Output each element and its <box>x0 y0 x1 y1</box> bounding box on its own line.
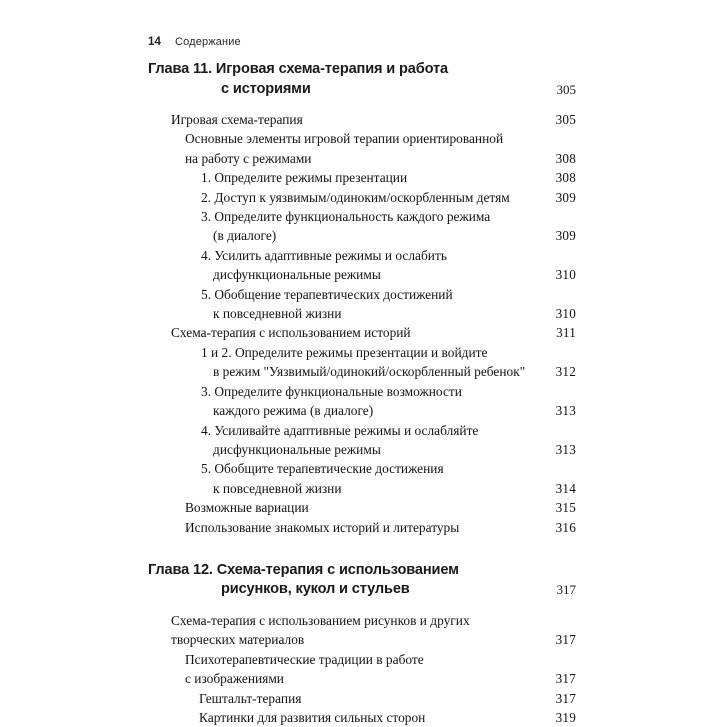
toc-entry-label: 5. Обобщение терапевтических достижений <box>201 286 453 302</box>
toc-entry-label: 1. Определите режимы презентации <box>201 170 408 186</box>
toc-entry[interactable] <box>148 226 576 245</box>
toc-entry[interactable] <box>148 459 576 478</box>
toc-entry[interactable] <box>148 149 576 168</box>
toc-entry-label: Игровая схема-терапия <box>171 112 303 127</box>
toc-entry-label: Схема-терапия с использованием рисунков и других <box>171 612 470 628</box>
toc-entry-label: Возможные вариации <box>185 500 309 516</box>
toc-entry[interactable] <box>148 498 576 517</box>
toc-entry[interactable] <box>148 518 576 537</box>
toc-entry-page-number: 305 <box>555 112 576 127</box>
toc-entry-list-chapter-12 <box>148 611 576 727</box>
toc-entry[interactable] <box>148 188 576 207</box>
chapter-heading-11-line1 <box>148 60 576 80</box>
toc-entry[interactable] <box>148 129 576 148</box>
toc-entry-label: на работу с режимами <box>185 150 312 166</box>
toc-entry-page-number: 310 <box>555 267 576 283</box>
toc-entry-page-number: 313 <box>555 403 576 419</box>
toc-entry-page-number: 308 <box>555 150 576 166</box>
toc-entry-page-number: 310 <box>555 306 576 322</box>
toc-entry[interactable] <box>148 421 576 440</box>
toc-entry-page-number: 317 <box>555 632 576 648</box>
toc-entry-page-number: 317 <box>555 690 576 706</box>
toc-entry-label: 4. Усилить адаптивные режимы и ослабить <box>201 247 447 263</box>
toc-entry[interactable] <box>148 382 576 401</box>
toc-entry-label: каждого режима (в диалоге) <box>213 403 374 419</box>
toc-entry-page-number: 313 <box>555 441 576 457</box>
toc-entry[interactable] <box>148 479 576 498</box>
toc-entry-page-number: 309 <box>555 228 576 244</box>
toc-entry[interactable] <box>148 265 576 284</box>
toc-entry-page-number: 316 <box>555 519 576 535</box>
page-folio-number: 14 <box>148 36 161 48</box>
toc-entry[interactable] <box>148 362 576 381</box>
toc-entry-page-number: 315 <box>555 500 576 516</box>
toc-entry-label: 3. Определите функциональность каждого режима <box>201 209 491 225</box>
chapter-heading-11-text1: Глава 11. Игровая схема-терапия и работа <box>148 61 448 77</box>
toc-entry[interactable] <box>148 401 576 420</box>
toc-entry[interactable] <box>148 689 576 708</box>
toc-entry-label: Основные элементы игровой терапии ориентированной <box>185 131 504 147</box>
toc-entry-page-number: 317 <box>555 671 576 687</box>
toc-entry-label: 5. Обобщите терапевтические достижения <box>201 461 444 477</box>
table-of-contents <box>148 60 576 727</box>
toc-entry[interactable] <box>148 246 576 265</box>
toc-entry-page-number: 308 <box>555 170 576 186</box>
running-head-title: Содержание <box>175 36 241 48</box>
chapter-heading-12[interactable] <box>148 561 576 600</box>
toc-entry-label: дисфункциональные режимы <box>213 441 381 457</box>
toc-entry[interactable] <box>148 611 576 630</box>
toc-entry-label: 3. Определите функциональные возможности <box>201 383 462 399</box>
chapter-heading-11-page: 305 <box>556 81 576 97</box>
toc-entry-page-number: 309 <box>555 189 576 205</box>
chapter-heading-11[interactable] <box>148 60 576 99</box>
toc-entry-label: 4. Усиливайте адаптивные режимы и ослабляйте <box>201 422 479 438</box>
chapter-heading-11-line2 <box>148 80 576 100</box>
spacer-after-ch12-heading <box>148 600 576 611</box>
toc-entry-label: к повседневной жизни <box>213 306 342 322</box>
toc-entry-page-number: 311 <box>556 325 576 341</box>
toc-entry[interactable] <box>148 304 576 323</box>
toc-entry[interactable] <box>148 708 576 727</box>
toc-entry-label: с изображениями <box>185 671 284 687</box>
chapter-heading-11-text2: с историями <box>221 80 311 97</box>
toc-entry[interactable] <box>148 285 576 304</box>
chapter-heading-12-text2: рисунков, кукол и стульев <box>221 581 410 598</box>
chapter-heading-12-text1: Глава 12. Схема-терапия с использованием <box>148 561 459 578</box>
toc-entry-label: Использование знакомых историй и литературы <box>185 519 460 535</box>
toc-entry[interactable] <box>148 168 576 187</box>
toc-entry-label: дисфункциональные режимы <box>213 267 381 283</box>
toc-entry-label: (в диалоге) <box>213 228 277 244</box>
toc-entry[interactable] <box>148 669 576 688</box>
chapter-heading-12-page: 317 <box>556 582 576 598</box>
toc-entry[interactable] <box>148 343 576 362</box>
toc-entry[interactable] <box>148 207 576 226</box>
toc-entry[interactable] <box>148 650 576 669</box>
toc-entry-label: Схема-терапия с использованием историй <box>171 325 411 341</box>
toc-entry-label: Психотерапевтические традиции в работе <box>185 651 424 667</box>
toc-entry-page-number: 312 <box>555 364 576 380</box>
toc-entry-label: в режим "Уязвимый/одинокий/оскорбленный ребенок" <box>213 364 526 380</box>
spacer-before-ch12-heading <box>148 537 576 561</box>
toc-entry-page-number: 314 <box>555 480 576 496</box>
toc-entry-label: Гештальт-терапия <box>199 690 302 706</box>
toc-entry[interactable] <box>148 323 576 342</box>
toc-entry-label: 1 и 2. Определите режимы презентации и войдите <box>201 344 488 360</box>
chapter-heading-12-line2 <box>148 580 576 600</box>
toc-entry-page-number: 319 <box>555 709 576 725</box>
toc-entry-label: 2. Доступ к уязвимым/одиноким/оскорбленным детям <box>201 189 510 205</box>
running-head <box>148 36 241 48</box>
toc-entry-label: Картинки для развития сильных сторон <box>199 709 426 725</box>
toc-entry-label: к повседневной жизни <box>213 480 342 496</box>
toc-entry[interactable] <box>148 630 576 649</box>
toc-entry[interactable] <box>148 110 576 129</box>
chapter-heading-12-line1 <box>148 561 576 581</box>
toc-entry-label: творческих материалов <box>171 632 305 648</box>
spacer-after-ch11-heading <box>148 99 576 110</box>
toc-entry-list-chapter-11 <box>148 110 576 537</box>
toc-entry[interactable] <box>148 440 576 459</box>
